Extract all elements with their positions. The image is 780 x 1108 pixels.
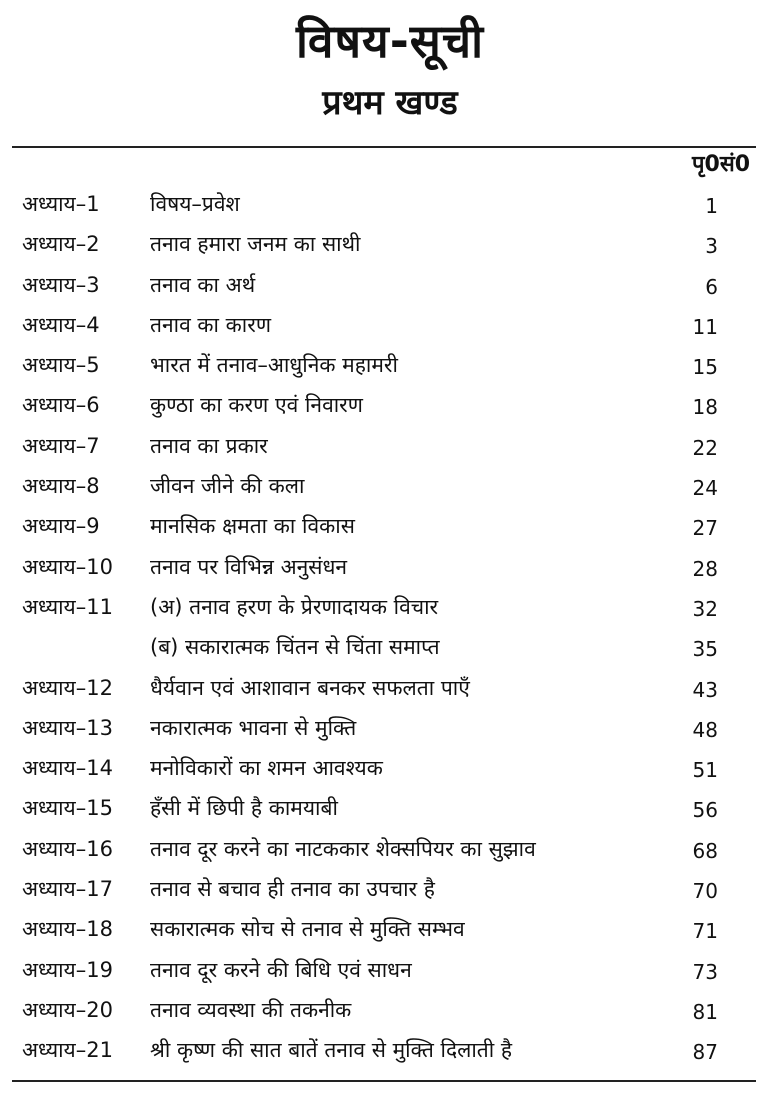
chapter-title: तनाव व्यवस्था की तकनीक: [150, 997, 352, 1022]
toc-row: [0, 305, 780, 345]
chapter-label: अध्याय–9: [22, 514, 100, 539]
chapter-title: मनोविकारों का शमन आवश्यक: [150, 756, 383, 781]
chapter-label: अध्याय–8: [22, 474, 100, 499]
page-number: 51: [692, 758, 718, 783]
chapter-title: तनाव पर विभिन्न अनुसंधन: [150, 554, 348, 579]
page-number: 27: [692, 516, 718, 541]
page-title: विषय-सूची: [295, 14, 485, 68]
page-number: 32: [692, 596, 718, 621]
page-number: 22: [692, 435, 718, 460]
toc-row: [0, 466, 780, 506]
chapter-label: अध्याय–6: [22, 393, 100, 418]
toc-row: [0, 829, 780, 869]
toc-row: [0, 1030, 780, 1070]
page-number: 87: [692, 1040, 718, 1065]
chapter-title: धैर्यवान एवं आशावान बनकर सफलता पाएँ: [150, 675, 470, 700]
chapter-title: हँसी में छिपी है कामयाबी: [150, 796, 338, 821]
page-number: 68: [692, 838, 718, 863]
page-number-column-header: पृ0सं0: [692, 152, 750, 177]
toc-row: [0, 547, 780, 587]
toc-row: [0, 950, 780, 990]
toc-row: [0, 506, 780, 546]
chapter-label: अध्याय–18: [22, 917, 113, 942]
page-number: 6: [705, 274, 718, 299]
chapter-label: अध्याय–11: [22, 594, 113, 619]
toc-row: [0, 708, 780, 748]
chapter-label: अध्याय–1: [22, 192, 100, 216]
page-number: 70: [692, 879, 718, 904]
chapter-title: तनाव दूर करने का नाटककार शेक्सपियर का सुझाव: [150, 836, 536, 861]
chapter-label: अध्याय–10: [22, 554, 113, 579]
page-number: 71: [692, 919, 718, 944]
chapter-title: कुण्ठा का करण एवं निवारण: [150, 393, 363, 418]
section-subtitle: प्रथम खण्ड: [322, 83, 458, 123]
chapter-title: तनाव हमारा जनम का साथी: [150, 232, 361, 257]
page-number: 18: [692, 395, 718, 420]
chapter-title: तनाव से बचाव ही तनाव का उपचार है: [150, 877, 435, 902]
page-number: 24: [692, 476, 718, 501]
top-divider: [12, 146, 756, 148]
chapter-label: अध्याय–19: [22, 957, 113, 982]
page-number: 1: [705, 194, 718, 218]
bottom-divider: [12, 1080, 756, 1082]
toc-row: [0, 627, 780, 667]
toc-list: [0, 184, 780, 1071]
toc-row: [0, 265, 780, 305]
page-number: 81: [692, 999, 718, 1024]
chapter-label: अध्याय–15: [22, 796, 113, 821]
chapter-title: विषय–प्रवेश: [150, 192, 240, 216]
toc-row: [0, 748, 780, 788]
toc-row: [0, 909, 780, 949]
chapter-title: तनाव का प्रकार: [150, 433, 268, 458]
chapter-label: अध्याय–5: [22, 353, 100, 378]
chapter-label: अध्याय–13: [22, 715, 113, 740]
chapter-label: अध्याय–3: [22, 272, 100, 297]
page-number: 56: [692, 798, 718, 823]
chapter-label: अध्याय–7: [22, 433, 100, 458]
toc-row: [0, 788, 780, 828]
page-number: 3: [705, 234, 718, 259]
toc-row: [0, 668, 780, 708]
toc-row: [0, 587, 780, 627]
chapter-title: (अ) तनाव हरण के प्रेरणादायक विचार: [150, 594, 439, 619]
toc-row: [0, 426, 780, 466]
chapter-title: श्री कृष्ण की सात बातें तनाव से मुक्ति दिलाती है: [150, 1038, 513, 1063]
page-number: 15: [692, 355, 718, 380]
chapter-title: मानसिक क्षमता का विकास: [150, 514, 355, 539]
chapter-label: अध्याय–17: [22, 877, 113, 902]
chapter-title: (ब) सकारात्मक चिंतन से चिंता समाप्त: [150, 635, 440, 660]
chapter-title: सकारात्मक सोच से तनाव से मुक्ति सम्भव: [150, 917, 465, 942]
page-number: 48: [692, 717, 718, 742]
chapter-label: अध्याय–20: [22, 997, 113, 1022]
toc-row: [0, 990, 780, 1030]
chapter-title: जीवन जीने की कला: [150, 474, 305, 499]
toc-row: [0, 184, 780, 224]
chapter-title: भारत में तनाव–आधुनिक महामरी: [150, 353, 398, 378]
chapter-label: अध्याय–2: [22, 232, 100, 257]
page-number: 28: [692, 556, 718, 581]
toc-row: [0, 224, 780, 264]
chapter-label: अध्याय–14: [22, 756, 113, 781]
chapter-title: नकारात्मक भावना से मुक्ति: [150, 715, 357, 740]
chapter-title: तनाव का कारण: [150, 312, 271, 337]
chapter-label: अध्याय–16: [22, 836, 113, 861]
chapter-label: अध्याय–21: [22, 1038, 113, 1063]
chapter-title: तनाव का अर्थ: [150, 272, 256, 297]
chapter-label: अध्याय–12: [22, 675, 113, 700]
toc-row: [0, 869, 780, 909]
toc-row: [0, 345, 780, 385]
chapter-label: अध्याय–4: [22, 312, 100, 337]
page-number: 43: [692, 677, 718, 702]
page-number: 35: [692, 637, 718, 662]
toc-row: [0, 385, 780, 425]
page-number: 11: [692, 314, 718, 339]
page-number: 73: [692, 959, 718, 984]
chapter-title: तनाव दूर करने की बिधि एवं साधन: [150, 957, 412, 982]
